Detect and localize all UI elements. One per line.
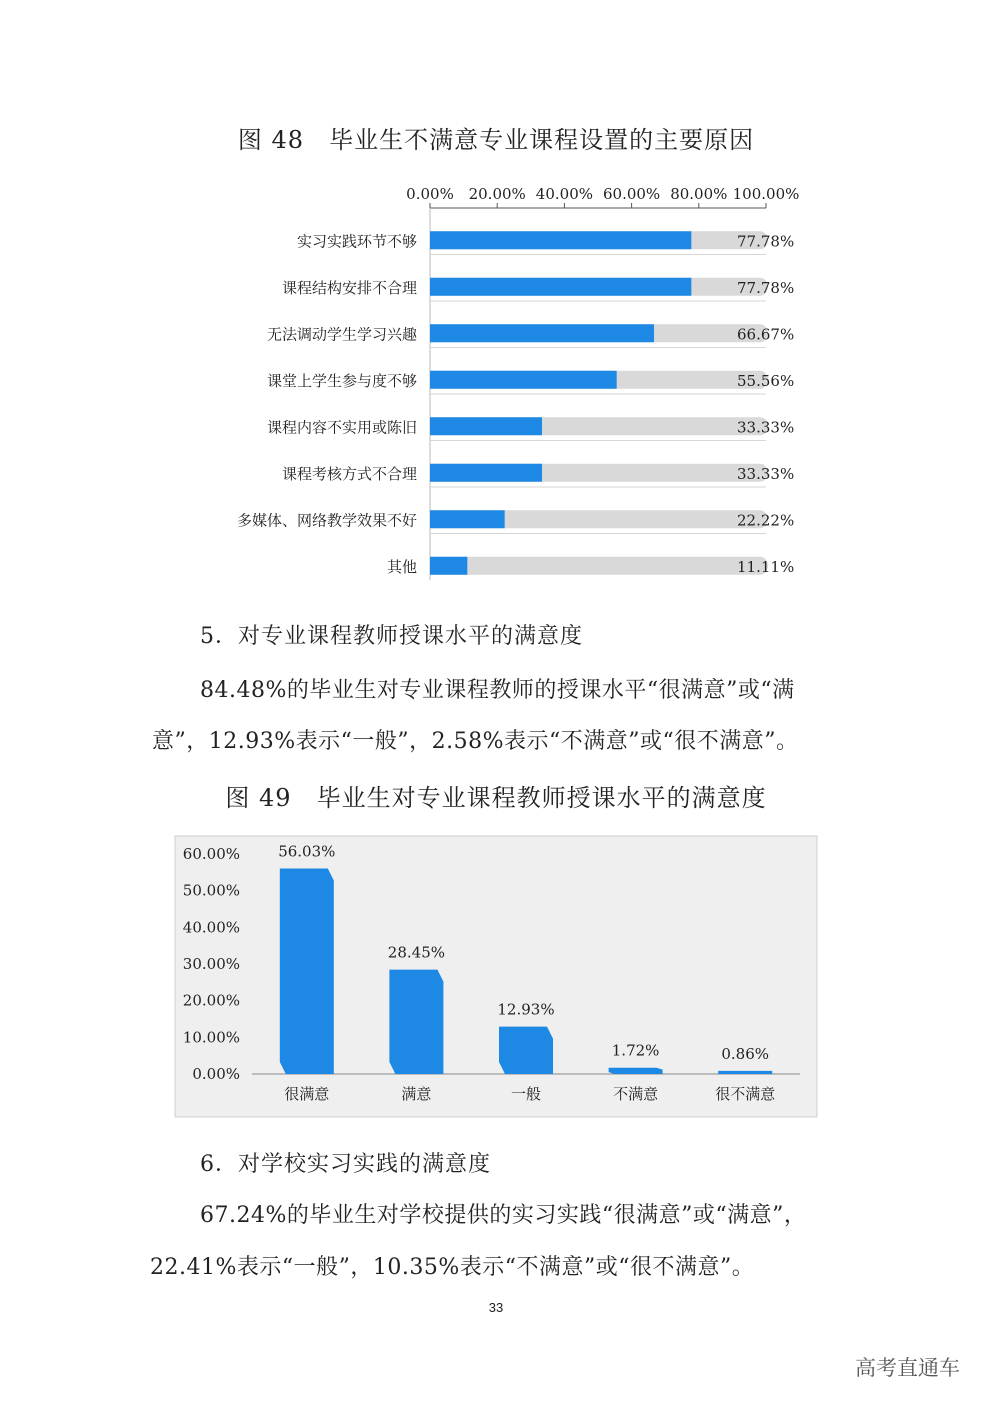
chart48-bar	[430, 510, 505, 528]
chart48-category-label: 课程内容不实用或陈旧	[266, 418, 417, 437]
chart48-category-label: 课程结构安排不合理	[281, 278, 417, 297]
chart48-value-label: 66.67%	[737, 325, 795, 344]
section5-heading: 5．对专业课程教师授课水平的满意度	[200, 624, 583, 649]
chart49-value-label: 0.86%	[721, 1044, 770, 1063]
chart49-y-tick-label: 10.00%	[182, 1028, 240, 1047]
chart49-bar	[718, 1071, 772, 1074]
chart48-bar	[430, 371, 617, 389]
chart48-category-label: 实习实践环节不够	[296, 232, 417, 251]
chart49-category-label: 一般	[510, 1085, 542, 1103]
figure48-title: 图 48 毕业生不满意专业课程设置的主要原因	[237, 126, 755, 154]
chart48-x-tick-label: 100.00%	[732, 185, 800, 203]
chart49-y-tick-label: 60.00%	[182, 845, 240, 863]
chart48-bar	[430, 278, 691, 296]
chart-48	[0, 180, 992, 590]
chart49-value-label: 56.03%	[278, 842, 336, 861]
section6-paragraph-line2: 22.41%表示“一般”，10.35%表示“不满意”或“很不满意”。	[150, 1255, 755, 1280]
section5-paragraph-line1: 84.48%的毕业生对专业课程教师的授课水平“很满意”或“满	[200, 678, 795, 703]
figure49-title: 图 49 毕业生对专业课程教师授课水平的满意度	[225, 784, 767, 812]
section5-paragraph-line2: 意”，12.93%表示“一般”，2.58%表示“不满意”或“很不满意”。	[152, 729, 799, 754]
section6-paragraph-line1: 67.24%的毕业生对学校提供的实习实践“很满意”或“满意”，	[200, 1203, 807, 1228]
chart48-bar	[430, 557, 467, 575]
chart49-panel	[175, 836, 817, 1117]
chart48-category-label: 无法调动学生学习兴趣	[266, 325, 417, 344]
page-number: 33	[488, 1300, 504, 1315]
chart49-y-tick-label: 50.00%	[182, 881, 240, 900]
chart48-value-label: 33.33%	[737, 418, 795, 437]
chart49-category-label: 很不满意	[715, 1085, 776, 1103]
chart49-y-tick-label: 0.00%	[192, 1065, 240, 1083]
chart48-x-tick-label: 20.00%	[468, 185, 526, 203]
chart48-value-label: 33.33%	[737, 464, 795, 483]
chart48-x-tick-label: 80.00%	[670, 185, 728, 203]
chart48-category-label: 课程考核方式不合理	[281, 464, 417, 483]
chart49-y-tick-label: 40.00%	[182, 918, 240, 937]
chart48-value-label: 55.56%	[737, 371, 795, 390]
chart49-bar	[389, 970, 443, 1074]
chart48-bar	[430, 464, 542, 482]
chart48-value-label: 77.78%	[737, 232, 795, 251]
chart49-category-label: 很满意	[284, 1085, 330, 1103]
chart49-bar	[499, 1027, 553, 1074]
chart49-category-label: 不满意	[613, 1085, 659, 1103]
chart48-x-tick-label: 0.00%	[406, 185, 454, 203]
chart48-value-label: 77.78%	[737, 278, 795, 297]
chart48-x-tick-label: 40.00%	[535, 185, 594, 203]
chart-49	[0, 832, 992, 1122]
chart48-bar	[430, 417, 542, 435]
chart48-bar	[430, 324, 654, 342]
watermark: 高考直通车	[855, 1356, 960, 1380]
chart49-value-label: 12.93%	[497, 1000, 555, 1019]
chart48-category-label: 多媒体、网络教学效果不好	[236, 511, 417, 530]
chart48-category-label: 课堂上学生参与度不够	[266, 371, 417, 390]
chart49-y-tick-label: 20.00%	[182, 991, 240, 1010]
chart48-bar	[430, 231, 691, 249]
chart49-bar	[280, 869, 334, 1074]
section6-heading: 6．对学校实习实践的满意度	[200, 1152, 491, 1177]
chart48-x-tick-label: 60.00%	[602, 185, 661, 203]
chart49-value-label: 28.45%	[387, 943, 446, 962]
chart48-value-label: 11.11%	[737, 557, 795, 576]
chart48-category-label: 其他	[386, 557, 417, 576]
chart49-bar	[609, 1068, 663, 1074]
chart48-value-label: 22.22%	[737, 511, 795, 530]
chart49-value-label: 1.72%	[611, 1041, 660, 1060]
chart49-y-tick-label: 30.00%	[182, 955, 240, 973]
chart49-category-label: 满意	[401, 1085, 432, 1103]
chart48-track	[430, 557, 760, 575]
